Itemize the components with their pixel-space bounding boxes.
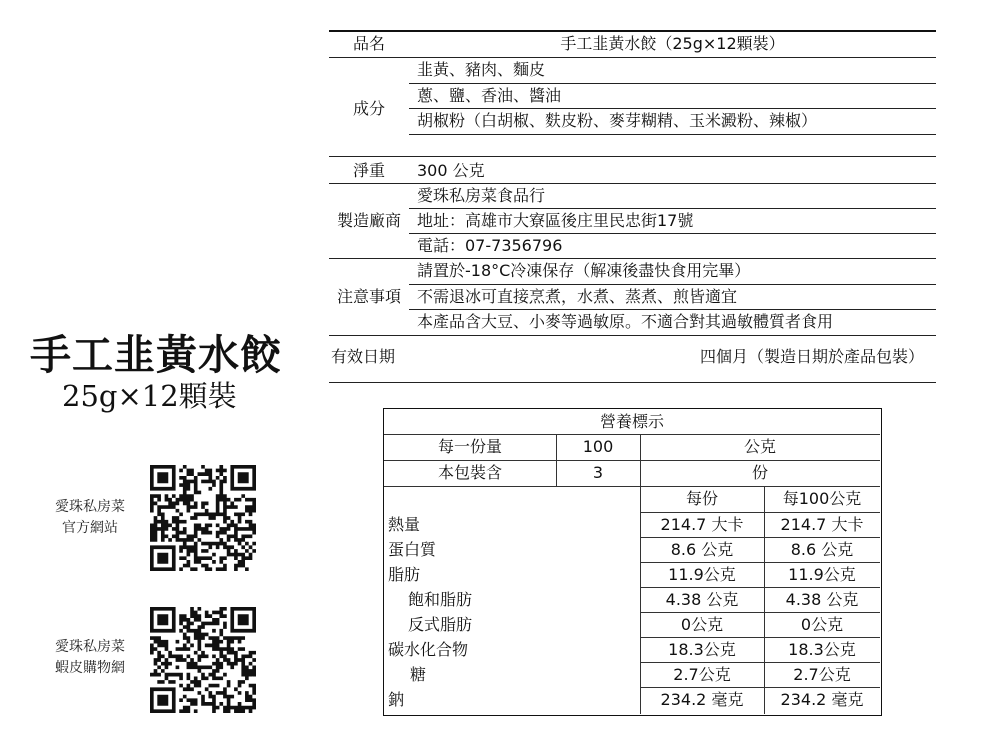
ingredient-line: 韭黃、豬肉、麵皮	[417, 60, 546, 79]
serving-value: 100	[582, 437, 614, 456]
nutrient-per-100g: 11.9公克	[788, 565, 856, 584]
maker-line: 愛珠私房菜食品行	[417, 186, 546, 205]
maker-line: 電話：07-7356796	[417, 236, 563, 255]
qr-code-icon[interactable]	[150, 465, 256, 571]
col-header-per-serving: 每份	[685, 489, 718, 508]
ingredients-label: 成分	[352, 99, 385, 118]
qr-label-official-site	[40, 497, 140, 539]
nutrient-per-serving: 0公克	[680, 615, 724, 634]
nutrient-per-serving: 8.6 公克	[670, 540, 734, 559]
note-line: 本產品含大豆、小麥等過敏原。不適合對其過敏體質者食用	[417, 312, 834, 331]
nutrient-name: 糖	[410, 665, 427, 684]
nutrient-name: 飽和脂肪	[408, 590, 473, 609]
servings-label: 本包裝含	[437, 463, 502, 482]
divider	[556, 434, 557, 486]
nutrition-table	[383, 408, 882, 716]
qr-label-shopee	[40, 637, 140, 679]
name-value: 手工韭黃水餃（25g×12顆裝）	[560, 34, 785, 53]
nutrient-name: 反式脂肪	[408, 615, 473, 634]
nutrient-per-100g: 2.7公克	[793, 665, 851, 684]
serving-label: 每一份量	[437, 437, 502, 456]
ingredient-line: 胡椒粉（白胡椒、麩皮粉、麥芽糊精、玉米澱粉、辣椒）	[417, 111, 818, 130]
expiry-label: 有效日期	[331, 347, 396, 366]
qr-label-line: 官方網站	[62, 520, 118, 536]
col-header-per-100g: 每100公克	[782, 489, 862, 508]
notes-label: 注意事項	[336, 287, 401, 306]
nutrient-per-100g: 0公克	[800, 615, 844, 634]
nutrition-title: 營養標示	[599, 412, 664, 431]
nutrient-per-serving: 11.9公克	[668, 565, 736, 584]
qr-code-icon[interactable]	[150, 607, 256, 713]
nutrient-per-100g: 4.38 公克	[785, 590, 859, 609]
product-title: 手工韭黃水餃	[30, 331, 282, 379]
qr-label-line: 蝦皮購物網	[55, 660, 125, 676]
product-info-table	[329, 30, 936, 385]
maker-label: 製造廠商	[336, 211, 401, 230]
nutrient-per-100g: 8.6 公克	[790, 540, 854, 559]
nutrient-name: 熱量	[388, 515, 421, 534]
nutrient-per-100g: 234.2 毫克	[780, 690, 864, 709]
qr-pattern	[150, 607, 256, 713]
qr-pattern	[150, 465, 256, 571]
note-line: 請置於-18°C冷凍保存（解凍後盡快食用完畢）	[417, 261, 751, 280]
nutrient-per-serving: 234.2 毫克	[660, 690, 744, 709]
divider	[409, 134, 936, 135]
nutrient-name: 脂肪	[388, 565, 421, 584]
divider	[329, 335, 936, 336]
qr-label-line: 愛珠私房菜	[55, 499, 125, 515]
product-subtitle: 25g×12顆裝	[62, 379, 237, 413]
nutrient-name: 蛋白質	[388, 540, 437, 559]
nutrient-per-serving: 2.7公克	[673, 665, 731, 684]
serving-unit: 公克	[743, 437, 776, 456]
divider	[329, 382, 936, 383]
maker-line: 地址：高雄市大寮區後庄里民忠街17號	[417, 211, 694, 230]
ingredient-line: 蔥、鹽、香油、醬油	[417, 86, 562, 105]
servings-unit: 份	[751, 463, 768, 482]
nutrient-per-serving: 4.38 公克	[665, 590, 739, 609]
qr-label-line: 愛珠私房菜	[55, 639, 125, 655]
name-label: 品名	[352, 34, 385, 53]
note-line: 不需退冰可直接烹煮，水煮、蒸煮、煎皆適宜	[417, 287, 738, 306]
weight-value: 300 公克	[417, 161, 485, 180]
expiry-value: 四個月（製造日期於產品包裝）	[699, 347, 924, 366]
nutrient-per-100g: 214.7 大卡	[780, 515, 864, 534]
nutrient-per-serving: 18.3公克	[668, 640, 736, 659]
weight-label: 淨重	[352, 161, 385, 180]
divider	[329, 156, 936, 157]
nutrient-per-serving: 214.7 大卡	[660, 515, 744, 534]
nutrient-name: 碳水化合物	[388, 640, 469, 659]
nutrient-per-100g: 18.3公克	[788, 640, 856, 659]
servings-value: 3	[592, 463, 604, 482]
nutrient-name: 鈉	[388, 690, 405, 709]
